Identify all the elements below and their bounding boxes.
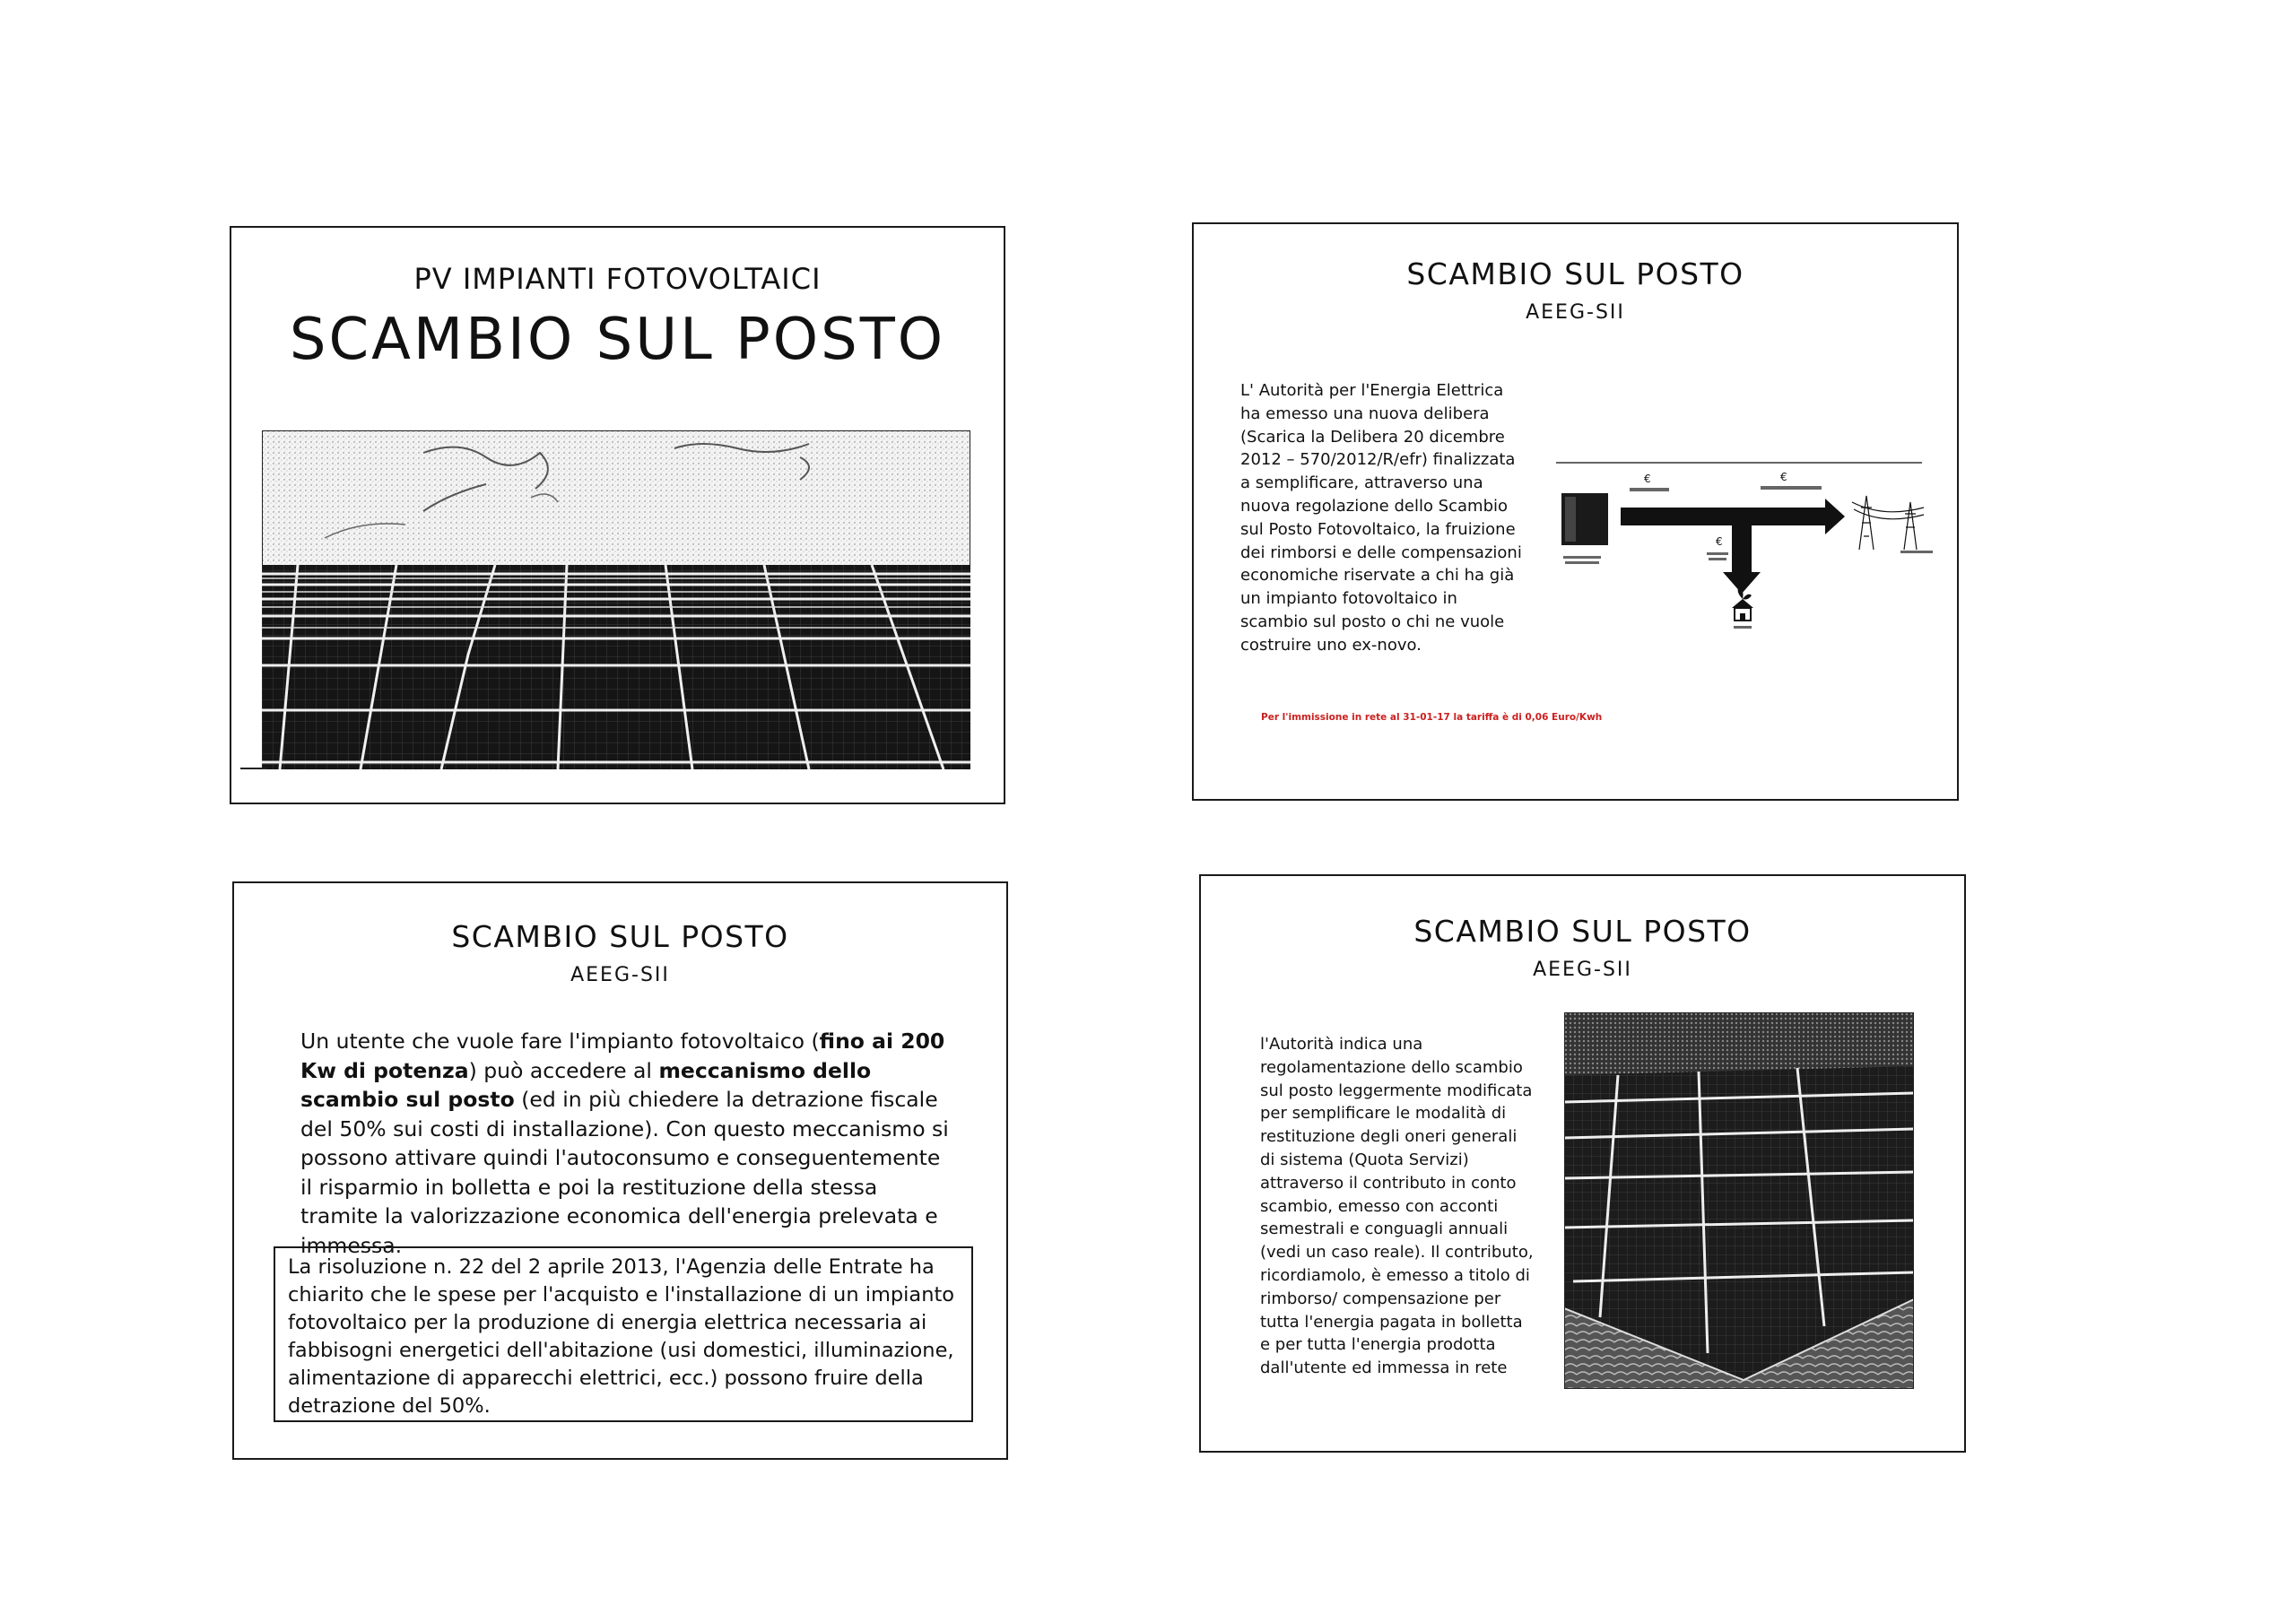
para-text: ) può accedere al	[468, 1057, 659, 1083]
boxed-note-text: La risoluzione n. 22 del 2 aprile 2013, l'Agenzia delle Entrate ha chiarito che le spese per l'acquisto e l'installazione di un impianto fotovoltaico per la produzione di energia elettrica necessaria ai fabbisogni energetici dell'abitazione (usi domestici, illuminazione, alimentazione di apparecchi elettrici, ecc.) possono fruire della detrazione del 50%.	[288, 1255, 955, 1418]
para-text: Un utente che vuole fare l'impianto fotovoltaico (	[300, 1028, 820, 1054]
slide-2-note: Per l'immissione in rete al 31-01-17 la tariffa è di 0,06 Euro/Kwh	[1261, 712, 1603, 723]
slide-3-subtitle: AEEG-SII	[570, 964, 670, 986]
euro-icon: €	[1716, 535, 1723, 548]
energy-flow-diagram	[1556, 456, 1933, 635]
euro-icon: €	[1780, 471, 1787, 483]
euro-icon: €	[1644, 473, 1651, 485]
para-bold-power: fino ai 200 Kw di potenza	[300, 1028, 945, 1083]
para-text: (ed in più chiedere la detrazione fiscale del 50% sui costi di installazione). Con questo meccanismo si possono attivare quindi l'autoconsumo e conseguentemente il risparmio in bolletta e poi la restituzione della stessa tramite la valorizzazione economica dell'energia prelevata e immessa.	[300, 1087, 949, 1258]
house-icon	[1732, 586, 1753, 629]
power-pylon-icon	[1852, 496, 1924, 550]
margin-mark	[240, 768, 267, 769]
solar-field-image	[262, 430, 970, 769]
para-bold-mechanism: meccanismo dello scambio sul posto	[300, 1057, 872, 1112]
rooftop-solar-image	[1564, 1012, 1914, 1389]
slide-3	[232, 881, 1008, 1460]
slide-4-body: l'Autorità indica una regolamentazione dello scambio sul posto leggermente modificata per semplificare le modalità di restituzione degli oneri generali di sistema (Quota Servizi) attraverso il contributo in conto scambio, emesso con acconti semestrali e conguagli annuali (vedi un caso reale). Il contributo, ricordiamolo, è emesso a titolo di rimborso/ compensazione per tutta l'energia pagata in bolletta e per tutta l'energia prodotta dall'utente ed immessa in rete	[1260, 1035, 1534, 1378]
slide-2-body: L' Autorità per l'Energia Elettrica ha emesso una nuova delibera (Scarica la Delibera 20 dicembre 2012 – 570/2012/R/efr) finalizzata a semplificare, attraverso una nuova regolazione dello Scambio sul Posto Fotovoltaico, la fruizione dei rimborsi e delle compensazioni economiche riservate a chi ha già un impianto fotovoltaico in scambio sul posto o chi ne vuole costruire uno ex-novo.	[1240, 381, 1522, 655]
slide-2	[1192, 222, 1959, 801]
slide-2-title: SCAMBIO SUL POSTO	[1406, 256, 1744, 291]
slide-3-paragraph	[300, 1027, 955, 1260]
slide-4	[1199, 874, 1966, 1453]
slide-1-pretitle: PV IMPIANTI FOTOVOLTAICI	[413, 262, 822, 296]
slide-3-boxed-note	[274, 1246, 973, 1422]
slide-4-subtitle: AEEG-SII	[1533, 959, 1632, 981]
slide-3-title: SCAMBIO SUL POSTO	[451, 919, 789, 954]
slide-2-subtitle: AEEG-SII	[1526, 301, 1625, 324]
slide-1-title: SCAMBIO SUL POSTO	[289, 307, 946, 373]
slide-1	[230, 226, 1005, 804]
slide-4-title: SCAMBIO SUL POSTO	[1413, 914, 1752, 949]
